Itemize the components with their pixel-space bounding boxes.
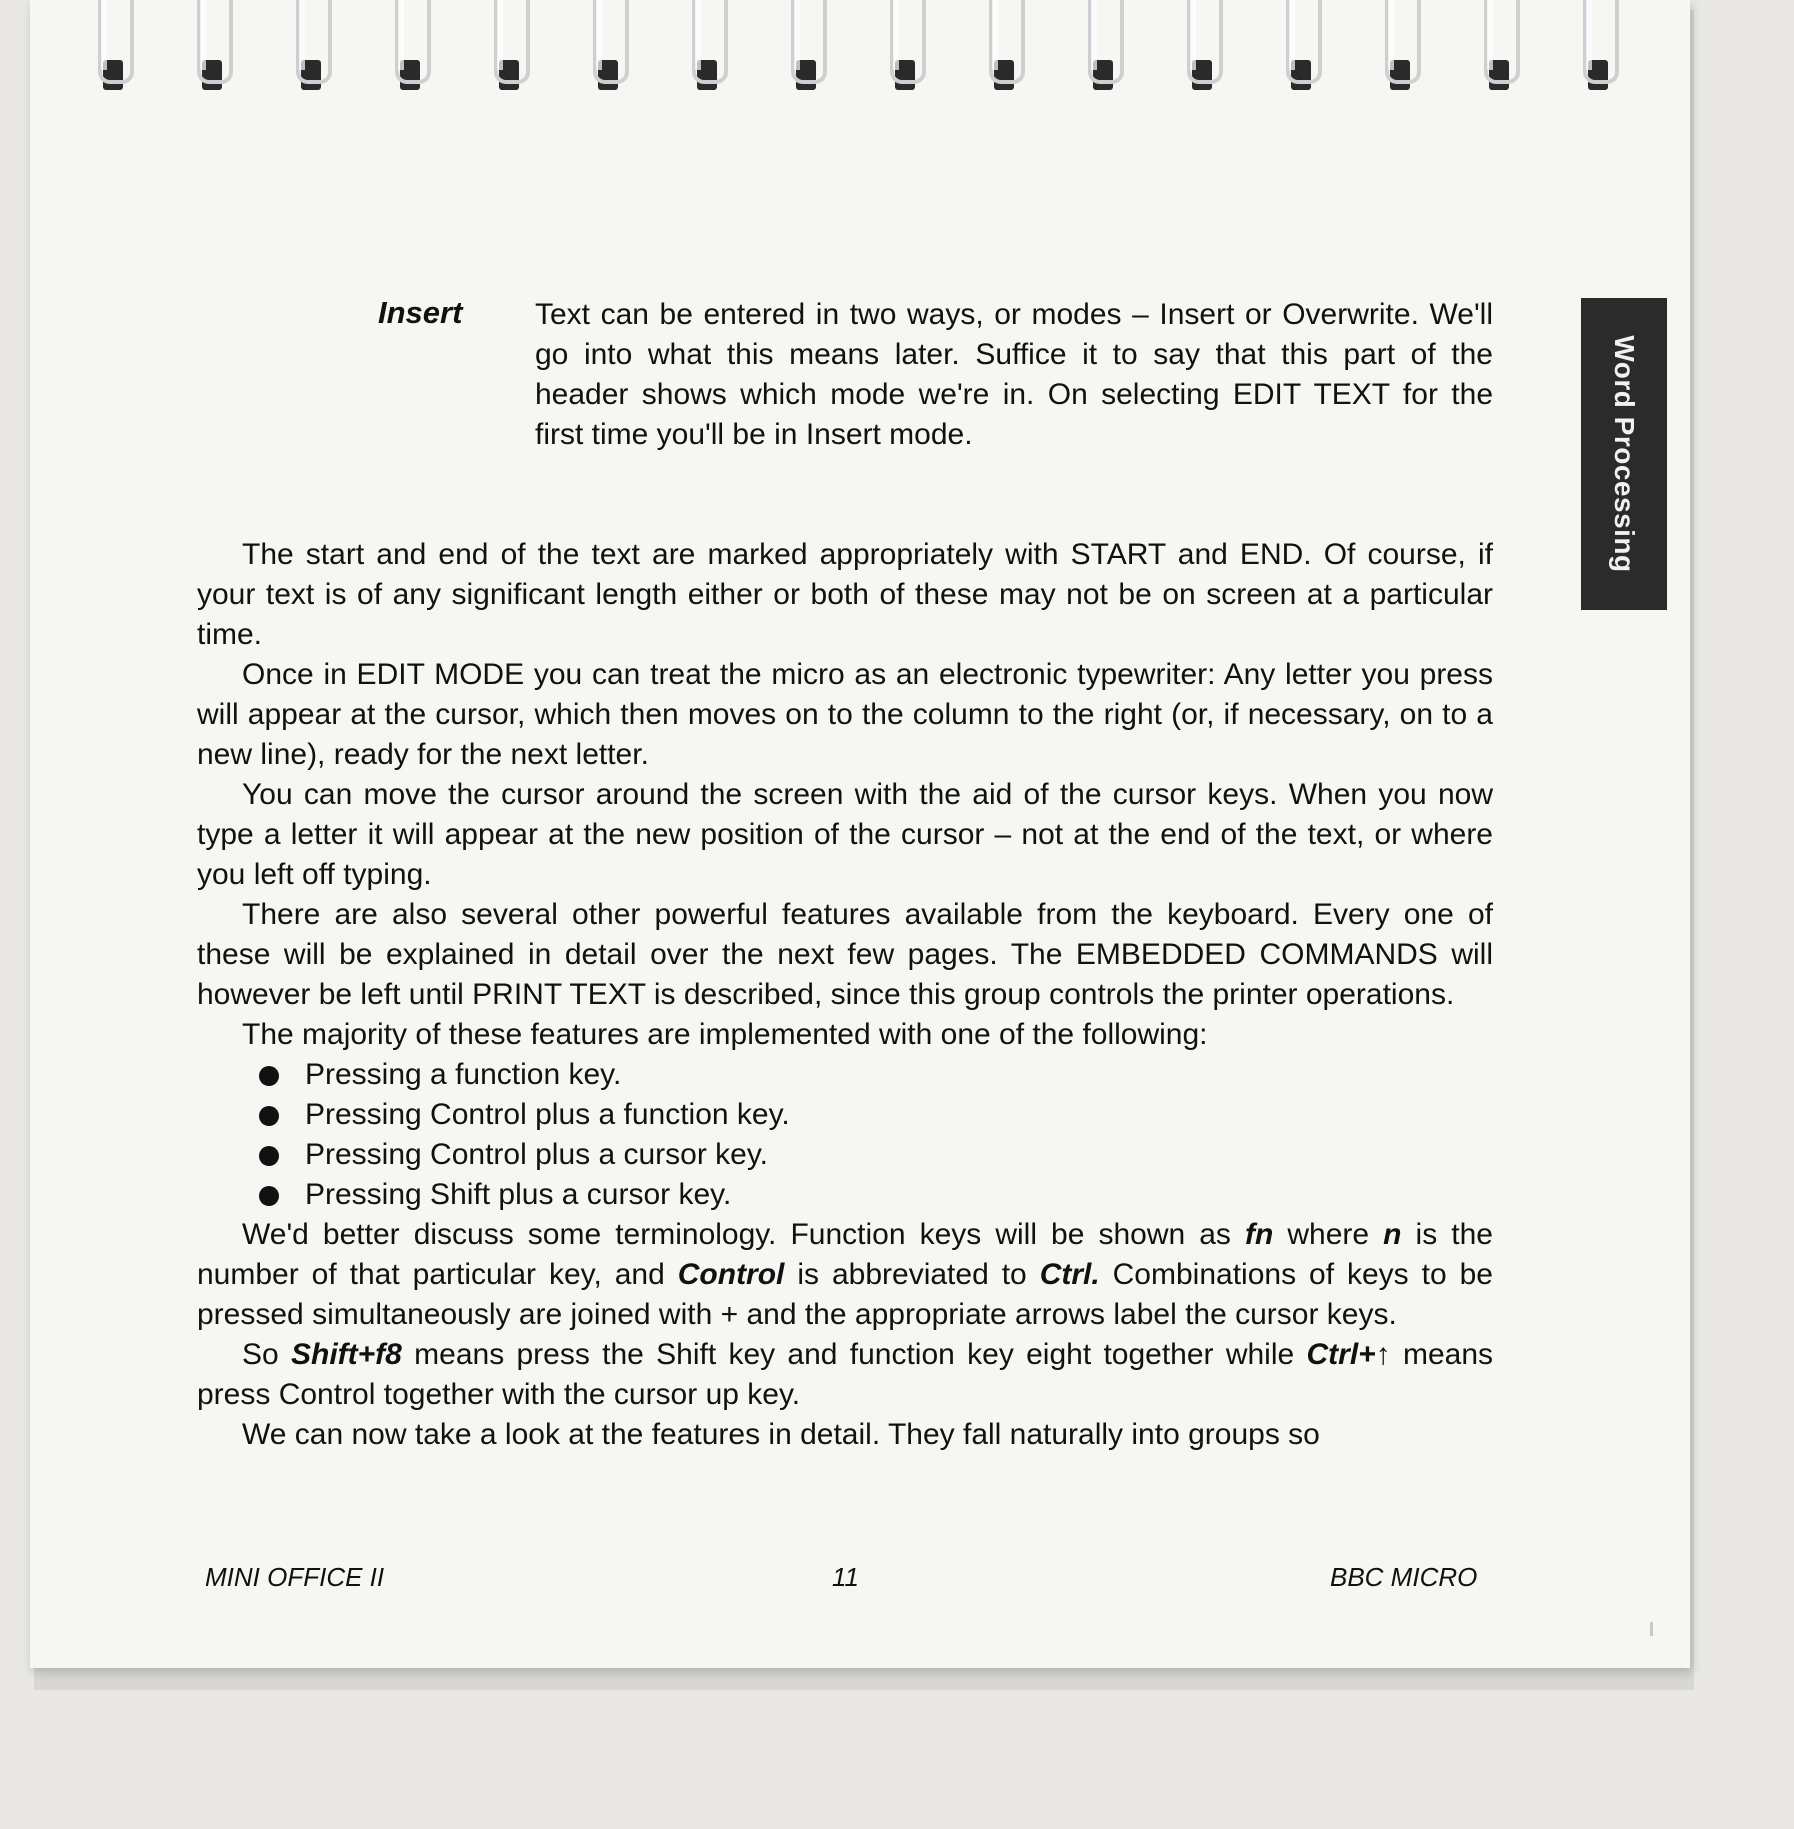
footer-left: MINI OFFICE II [205, 1562, 385, 1592]
binding-coil [1379, 0, 1419, 96]
paragraph: Once in EDIT MODE you can treat the micro as an electronic typewriter: Any letter you press will appear at the cursor, which then moves on to the column to the right (or, if necessary, on to a new line), ready for the next letter. [197, 658, 1493, 771]
text-run: is the number of that particular key, and [197, 1218, 1493, 1291]
footer-right: BBC MICRO [1330, 1562, 1478, 1592]
binding-coil [290, 0, 330, 96]
terminology-paragraph [197, 1215, 1493, 1335]
spiral-binding [30, 0, 1690, 100]
list-item [305, 1055, 1493, 1095]
text-run: where [1273, 1218, 1384, 1251]
binding-coil [1181, 0, 1221, 96]
paragraph: The majority of these features are implemented with one of the following: [242, 1018, 1208, 1051]
list-item-text: Pressing a function key. [305, 1058, 622, 1091]
text-run: means press Control together with the cursor up key. [197, 1338, 1494, 1411]
paragraph: The start and end of the text are marked appropriately with START and END. Of course, if your text is of any significant length either or both of these may not be on screen at a particular time. [197, 538, 1493, 651]
body-text [197, 535, 1493, 1455]
bullet-icon [259, 1186, 279, 1206]
paragraph: You can move the cursor around the screen with the aid of the cursor keys. When you now type a letter it will appear at the new position of the cursor – not at the end of the text, or where you left off typing. [197, 778, 1493, 891]
text-run: We'd better discuss some terminology. Function keys will be shown as [242, 1218, 1245, 1251]
list-item [305, 1175, 1493, 1215]
binding-coil [1577, 0, 1617, 96]
binding-coil [191, 0, 231, 96]
list-item [305, 1135, 1493, 1175]
binding-coil [1280, 0, 1320, 96]
list-item-text: Pressing Control plus a cursor key. [305, 1138, 768, 1171]
ctrl-term: Ctrl. [1039, 1258, 1100, 1291]
binding-coil [884, 0, 924, 96]
binding-coil [488, 0, 528, 96]
fn-term: fn [1245, 1218, 1274, 1251]
control-term: Control [677, 1258, 785, 1291]
binding-coil [587, 0, 627, 96]
bullet-icon [259, 1106, 279, 1126]
binding-coil [389, 0, 429, 96]
binding-coil [92, 0, 132, 96]
paragraph: We can now take a look at the features in detail. They fall naturally into groups so [242, 1418, 1320, 1451]
text-run: So [242, 1338, 291, 1371]
ctrl-up-term: Ctrl+↑ [1306, 1338, 1391, 1371]
list-item-text: Pressing Control plus a function key. [305, 1098, 790, 1131]
binding-coil [1478, 0, 1518, 96]
text-run: is abbreviated to [784, 1258, 1040, 1291]
binding-coil [785, 0, 825, 96]
feature-list [197, 1055, 1493, 1215]
shift-f8-term: Shift+f8 [291, 1338, 402, 1371]
paragraph: There are also several other powerful features available from the keyboard. Every one of these will be explained in detail over the next few pages. The EMBEDDED COMMANDS will however be left until PRINT TEXT is described, since this group controls the printer operations. [197, 898, 1493, 1011]
list-item [305, 1095, 1493, 1135]
bullet-icon [259, 1066, 279, 1086]
text-run: Combinations of keys to be pressed simultaneously are joined with + and the appropriate arrows label the cursor keys. [197, 1258, 1493, 1331]
insert-description: Text can be entered in two ways, or modes – Insert or Overwrite. We'll go into what this means later. Suffice it to say that this part of the header shows which mode we're in. On selecting EDIT TEXT for the first time you'll be in Insert mode. [535, 298, 1493, 451]
page-number: 11 [832, 1562, 859, 1592]
section-tab [1581, 298, 1667, 610]
bullet-icon [259, 1146, 279, 1166]
list-item-text: Pressing Shift plus a cursor key. [305, 1178, 732, 1211]
section-tab-label: Word Processing [1609, 335, 1640, 573]
binding-coil [983, 0, 1023, 96]
n-term: n [1383, 1218, 1402, 1251]
text-run: means press the Shift key and function key eight together while [401, 1338, 1307, 1371]
binding-coil [1082, 0, 1122, 96]
page-mark [1650, 1622, 1653, 1636]
binding-coil [686, 0, 726, 96]
example-paragraph [197, 1335, 1493, 1415]
insert-heading: Insert [378, 295, 463, 330]
